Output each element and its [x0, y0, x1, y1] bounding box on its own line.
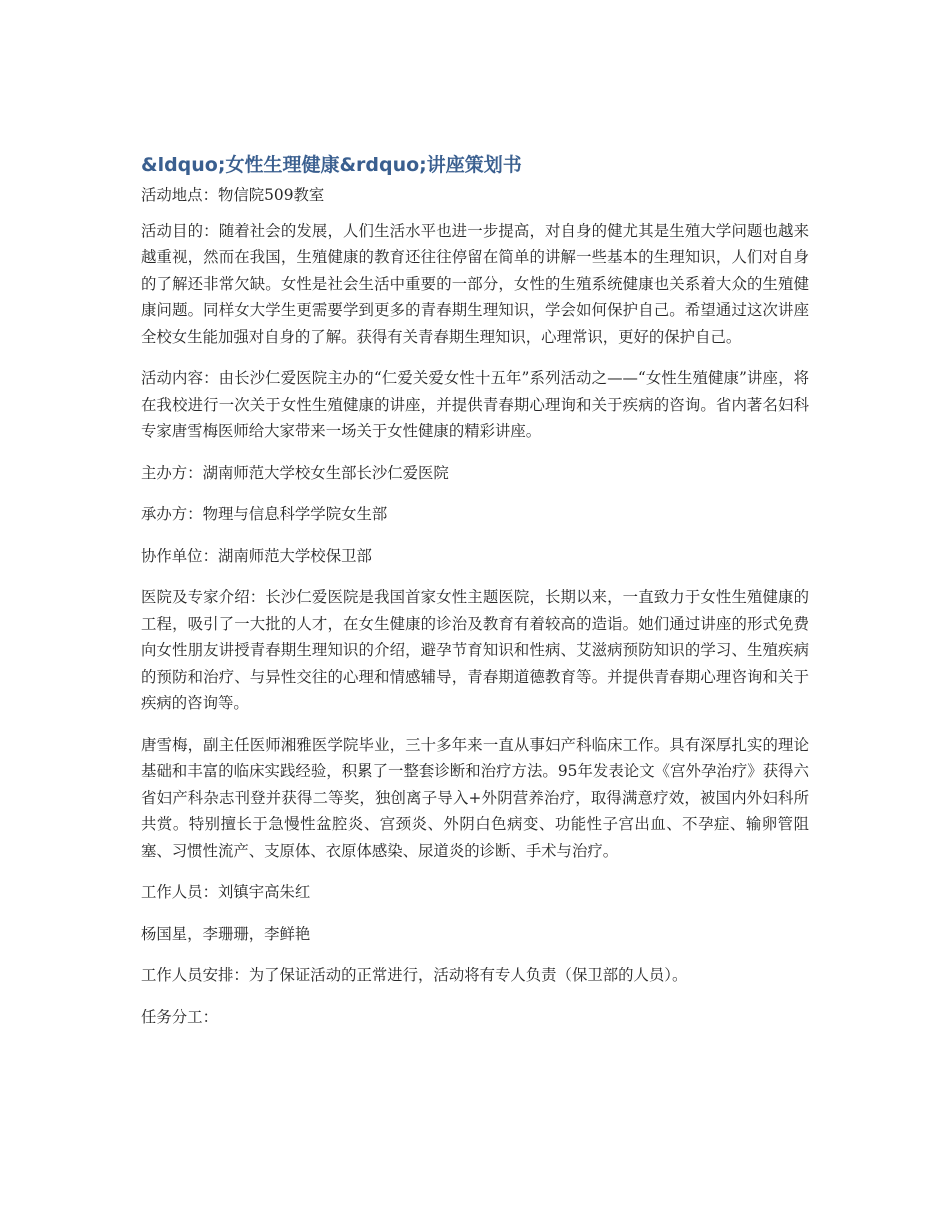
cooperating-unit: 协作单位：湖南师范大学校保卫部 [141, 546, 372, 565]
hospital-expert-intro: 医院及专家介绍：长沙仁爱医院是我国首家女性主题医院，长期以来，一直致力于女性生殖健康的工程，吸引了一大批的人才，在女生健康的诊治及教育有着较高的造诣。她们通过讲座的形式免费向女性朋友讲授青春期生理知识的介绍，避孕节育知识和性病、艾滋病预防知识的学习、生殖疾病的预防和治疗、与异性交往的心理和情感辅导，青春期道德教育等。并提供青春期心理咨询和关于疾病的咨询等。 [141, 588, 809, 712]
expert-bio: 唐雪梅，副主任医师湘雅医学院毕业，三十多年来一直从事妇产科临床工作。具有深厚扎实的理论基础和丰富的临床实践经验，积累了一整套诊断和治疗方法。95年发表论文《宫外孕治疗》获得六省妇产科杂志刊登并获得二等奖，独创离子导入+外阴营养治疗，取得满意疗效，被国内外妇科所共赏。特别擅长于急慢性盆腔炎、宫颈炎、外阴白色病变、功能性子宫出血、不孕症、输卵管阻塞、习惯性流产、支原体、衣原体感染、尿道炎的诊断、手术与治疗。 [141, 735, 809, 860]
document-page [141, 150, 809, 1045]
activity-content: 活动内容：由长沙仁爱医院主办的“仁爱关爱女性十五年”系列活动之——“女性生殖健康”讲座，将在我校进行一次关于女性生殖健康的讲座，并提供青春期心理询和关于疾病的咨询。省内著名妇科专家唐雪梅医师给大家带来一场关于女性健康的精彩讲座。 [141, 369, 809, 440]
staff-list: 工作人员：刘镇宇高朱红 [141, 883, 311, 901]
staff-list-continued: 杨国星，李珊珊，李鲜艳 [141, 924, 311, 943]
organizer: 主办方：湖南师范大学校女生部长沙仁爱医院 [141, 463, 449, 482]
task-division: 任务分工： [141, 1007, 218, 1026]
staff-arrangement: 工作人员安排：为了保证活动的正常进行，活动将有专人负责（保卫部的人员）。 [141, 966, 688, 984]
document-title: &ldquo;女性生理健康&rdquo;讲座策划书 [141, 154, 522, 176]
host-unit: 承办方：物理与信息科学学院女生部 [141, 505, 388, 523]
activity-location: 活动地点：物信院509教室 [141, 186, 325, 204]
activity-purpose: 活动目的：随着社会的发展，人们生活水平也进一步提高，对自身的健尤其是生殖大学问题也越来越重视，然而在我国，生殖健康的教育还往往停留在简单的讲解一些基本的生理知识，人们对自身的了解还非常欠缺。女性是社会生活中重要的一部分，女性的生殖系统健康也关系着大众的生殖健康问题。同样女大学生更需要学到更多的青春期生理知识，学会如何保护自己。希望通过这次讲座全校女生能加强对自身的了解。获得有关青春期生理知识，心理常识，更好的保护自己。 [141, 221, 809, 346]
